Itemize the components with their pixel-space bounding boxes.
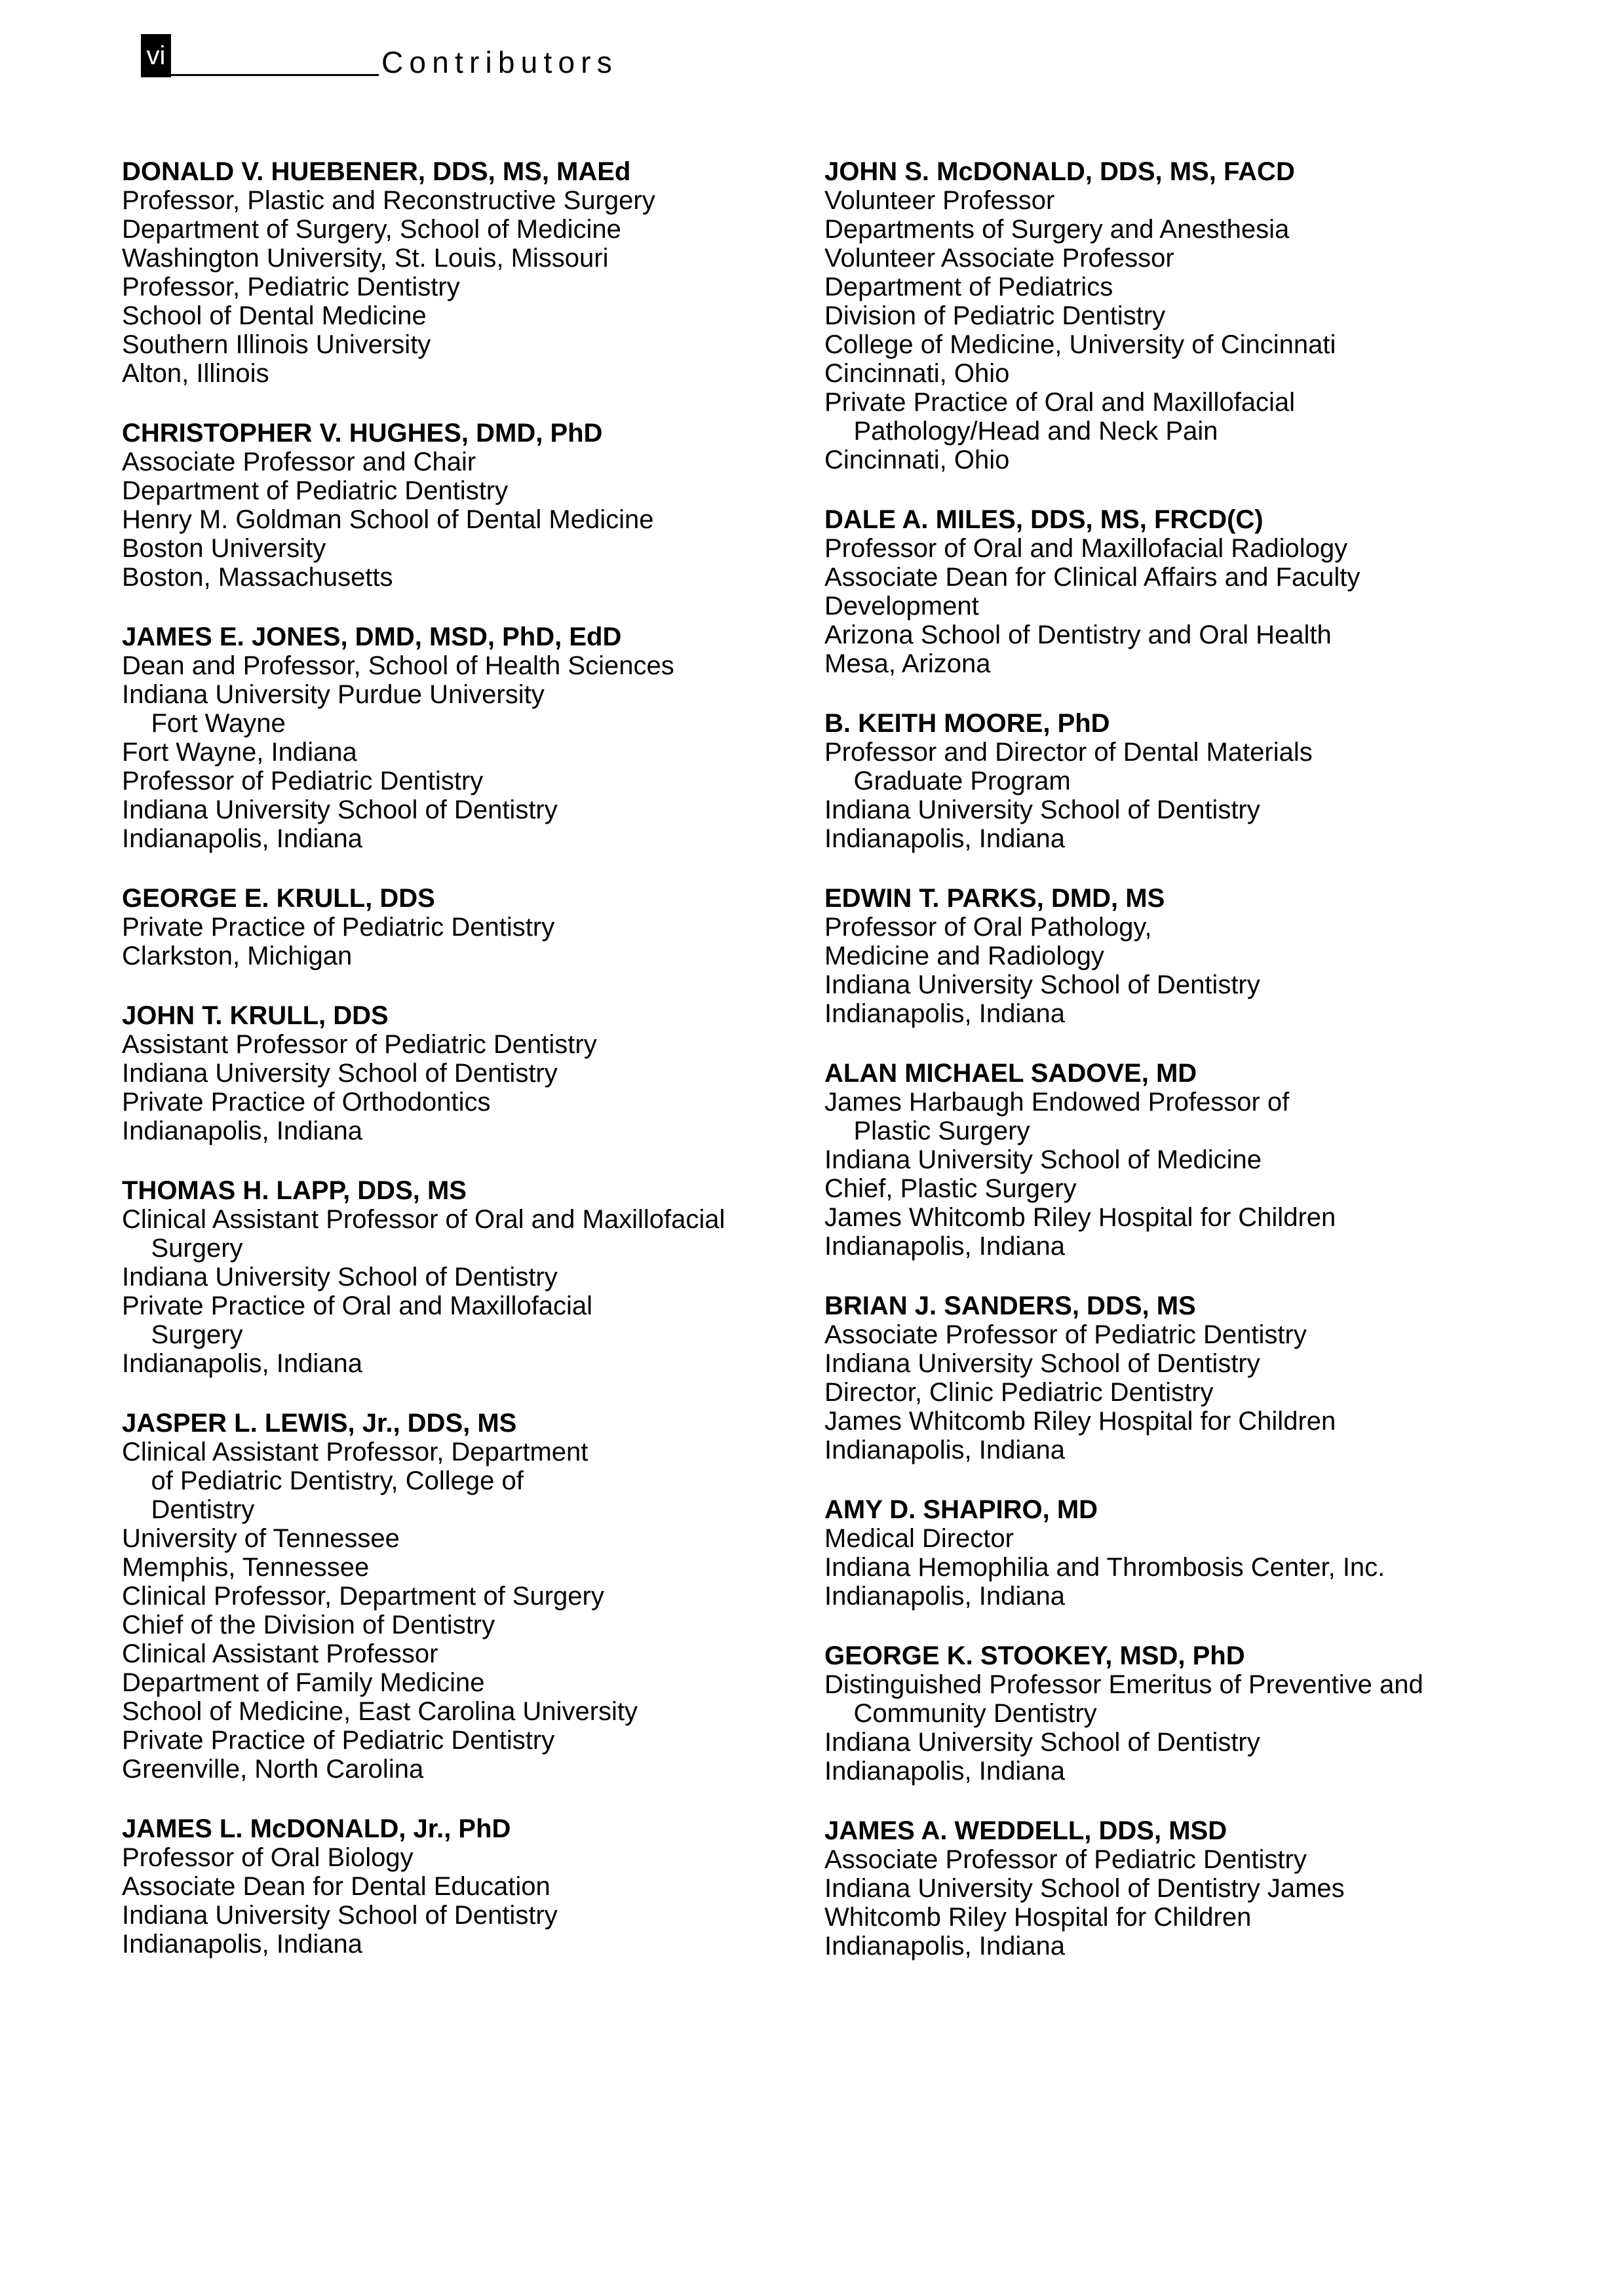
contributor-entry [122, 1001, 817, 1145]
contributor-name: JASPER L. LEWIS, Jr., DDS, MS [122, 1409, 517, 1438]
contributor-detail-line: Medicine and Radiology [824, 942, 1104, 970]
contributor-detail-line: Alton, Illinois [122, 359, 269, 388]
contributor-name: JOHN S. McDONALD, DDS, MS, FACD [824, 157, 1295, 186]
contributor-name: JAMES E. JONES, DMD, MSD, PhD, EdD [122, 622, 622, 651]
contributor-detail-line: Fort Wayne, Indiana [122, 738, 357, 767]
contributor-entry [122, 1409, 817, 1784]
contributor-detail-line: Indianapolis, Indiana [122, 1117, 362, 1145]
contributor-entry [824, 1641, 1565, 1786]
contributor-detail-line: Clarkston, Michigan [122, 942, 353, 970]
contributor-entry [824, 1495, 1565, 1611]
contributor-detail-line: School of Dental Medicine [122, 301, 427, 330]
contributor-entry [824, 1292, 1565, 1464]
contributor-detail-line: Professor and Director of Dental Materials [824, 738, 1313, 767]
contributors-column-right [824, 157, 1565, 1991]
contributor-detail-line: Indianapolis, Indiana [824, 1757, 1065, 1786]
contributor-detail-line: Private Practice of Orthodontics [122, 1088, 491, 1117]
contributor-name: GEORGE K. STOOKEY, MSD, PhD [824, 1641, 1245, 1670]
contributor-detail-line: Volunteer Associate Professor [824, 244, 1174, 273]
contributor-detail-line: Department of Family Medicine [122, 1668, 485, 1697]
contributor-detail-line: Associate Professor of Pediatric Dentistry [824, 1845, 1307, 1874]
contributor-detail-line: Professor of Pediatric Dentistry [122, 767, 484, 795]
contributor-detail-line: Indianapolis, Indiana [824, 1582, 1065, 1611]
contributor-name: DONALD V. HUEBENER, DDS, MS, MAEd [122, 157, 631, 186]
contributor-detail-line: Assistant Professor of Pediatric Dentistry [122, 1030, 597, 1059]
contributor-detail-line: Indiana University School of Dentistry [122, 1901, 558, 1930]
contributor-detail-line: Departments of Surgery and Anesthesia [824, 215, 1290, 244]
contributor-detail-line: Whitcomb Riley Hospital for Children [824, 1903, 1252, 1932]
contributor-entry [122, 419, 817, 592]
contributor-detail-line: Indianapolis, Indiana [824, 1932, 1065, 1961]
contributor-entry [824, 1816, 1565, 1961]
contributor-detail-line: Volunteer Professor [824, 186, 1055, 215]
contributor-entry [122, 1176, 817, 1378]
contributor-name: JOHN T. KRULL, DDS [122, 1001, 389, 1030]
contributor-entry [824, 709, 1565, 853]
contributor-detail-line: of Pediatric Dentistry, College of [122, 1466, 524, 1495]
contributor-detail-line: Mesa, Arizona [824, 649, 991, 678]
contributor-name: JAMES L. McDONALD, Jr., PhD [122, 1814, 511, 1843]
contributor-detail-line: Community Dentistry [824, 1699, 1097, 1728]
contributor-entry [122, 1814, 817, 1959]
contributor-detail-line: Surgery [122, 1234, 243, 1263]
contributor-detail-line: Medical Director [824, 1524, 1014, 1553]
contributor-detail-line: Clinical Professor, Department of Surgery [122, 1582, 604, 1611]
contributor-detail-line: Indianapolis, Indiana [824, 999, 1065, 1028]
header-rule [143, 74, 379, 76]
contributor-detail-line: Associate Dean for Clinical Affairs and Faculty [824, 563, 1361, 592]
contributor-name: DALE A. MILES, DDS, MS, FRCD(C) [824, 505, 1264, 534]
contributor-name: AMY D. SHAPIRO, MD [824, 1495, 1098, 1524]
contributor-detail-line: Department of Surgery, School of Medicine [122, 215, 621, 244]
contributor-detail-line: Professor of Oral and Maxillofacial Radiology [824, 534, 1348, 563]
contributor-detail-line: Director, Clinic Pediatric Dentistry [824, 1378, 1214, 1407]
contributor-entry [122, 884, 817, 970]
contributor-detail-line: James Harbaugh Endowed Professor of [824, 1088, 1290, 1117]
contributor-detail-line: Clinical Assistant Professor of Oral and Maxillofacial [122, 1205, 725, 1234]
contributor-detail-line: Indiana University School of Dentistry [122, 795, 558, 824]
contributor-name: GEORGE E. KRULL, DDS [122, 884, 435, 913]
contributor-detail-line: Indiana University School of Dentistry [824, 1728, 1260, 1757]
contributor-detail-line: Dentistry [122, 1495, 255, 1524]
contributors-column-left [122, 157, 817, 1989]
contributor-detail-line: Associate Professor and Chair [122, 448, 476, 476]
contributor-detail-line: University of Tennessee [122, 1524, 400, 1553]
contributor-detail-line: Fort Wayne [122, 709, 286, 738]
contributor-detail-line: Indiana University School of Dentistry [824, 1349, 1260, 1378]
contributor-detail-line: Indianapolis, Indiana [824, 1436, 1065, 1464]
contributor-entry [122, 622, 817, 853]
contributor-detail-line: Clinical Assistant Professor, Department [122, 1438, 589, 1466]
contributor-detail-line: School of Medicine, East Carolina University [122, 1697, 638, 1726]
contributor-detail-line: Greenville, North Carolina [122, 1755, 424, 1784]
contributor-detail-line: Indiana University School of Dentistry James [824, 1874, 1345, 1903]
contributor-detail-line: Indiana University School of Dentistry [824, 970, 1260, 999]
contributor-detail-line: Indiana University Purdue University [122, 680, 545, 709]
page-number-badge: vi [141, 34, 171, 77]
contributor-detail-line: Indiana University School of Medicine [824, 1145, 1262, 1174]
contributor-detail-line: Boston, Massachusetts [122, 563, 393, 592]
contributor-entry [824, 157, 1565, 474]
contributor-detail-line: Indiana University School of Dentistry [122, 1263, 558, 1292]
contributor-detail-line: Indiana Hemophilia and Thrombosis Center, Inc. [824, 1553, 1385, 1582]
contributor-name: CHRISTOPHER V. HUGHES, DMD, PhD [122, 419, 603, 448]
contributor-detail-line: James Whitcomb Riley Hospital for Children [824, 1407, 1336, 1436]
contributor-detail-line: Chief of the Division of Dentistry [122, 1611, 495, 1639]
contributor-detail-line: Indianapolis, Indiana [824, 824, 1065, 853]
contributor-name: B. KEITH MOORE, PhD [824, 709, 1110, 738]
contributor-name: ALAN MICHAEL SADOVE, MD [824, 1059, 1197, 1088]
contributor-detail-line: Professor of Oral Biology [122, 1843, 414, 1872]
contributor-detail-line: Indianapolis, Indiana [122, 824, 362, 853]
contributor-detail-line: Associate Dean for Dental Education [122, 1872, 550, 1901]
contributor-detail-line: Cincinnati, Ohio [824, 446, 1010, 474]
contributor-detail-line: Development [824, 592, 979, 621]
contributor-name: THOMAS H. LAPP, DDS, MS [122, 1176, 467, 1205]
contributor-detail-line: Plastic Surgery [824, 1117, 1030, 1145]
contributor-detail-line: Memphis, Tennessee [122, 1553, 370, 1582]
contributor-entry [824, 1059, 1565, 1261]
contributor-detail-line: Clinical Assistant Professor [122, 1639, 438, 1668]
contributor-detail-line: Department of Pediatrics [824, 273, 1113, 301]
page-title: Contributors [381, 45, 618, 79]
contributor-detail-line: Dean and Professor, School of Health Sciences [122, 651, 674, 680]
contributor-detail-line: Surgery [122, 1320, 243, 1349]
contributor-entry [122, 157, 817, 388]
contributor-detail-line: Indiana University School of Dentistry [824, 795, 1260, 824]
contributor-detail-line: Private Practice of Pediatric Dentistry [122, 1726, 555, 1755]
contributor-detail-line: Cincinnati, Ohio [824, 359, 1010, 388]
contributor-detail-line: Indiana University School of Dentistry [122, 1059, 558, 1088]
contributor-name: BRIAN J. SANDERS, DDS, MS [824, 1292, 1196, 1320]
contributor-detail-line: Private Practice of Oral and Maxillofacial [122, 1292, 593, 1320]
contributor-detail-line: Henry M. Goldman School of Dental Medicine [122, 505, 654, 534]
contributor-name: JAMES A. WEDDELL, DDS, MSD [824, 1816, 1227, 1845]
contributor-detail-line: Professor of Oral Pathology, [824, 913, 1152, 942]
contributor-detail-line: Pathology/Head and Neck Pain [824, 417, 1218, 446]
contributor-detail-line: Associate Professor of Pediatric Dentistry [824, 1320, 1307, 1349]
contributor-detail-line: Professor, Plastic and Reconstructive Surgery [122, 186, 655, 215]
contributor-detail-line: Southern Illinois University [122, 330, 431, 359]
contributor-detail-line: Chief, Plastic Surgery [824, 1174, 1077, 1203]
contributor-detail-line: Arizona School of Dentistry and Oral Health [824, 621, 1332, 649]
contributor-entry [824, 505, 1565, 678]
contributor-detail-line: Private Practice of Pediatric Dentistry [122, 913, 555, 942]
contributor-detail-line: Private Practice of Oral and Maxillofacial [824, 388, 1296, 417]
contributor-detail-line: Indianapolis, Indiana [122, 1349, 362, 1378]
contributor-detail-line: James Whitcomb Riley Hospital for Children [824, 1203, 1336, 1232]
contributor-detail-line: Indianapolis, Indiana [824, 1232, 1065, 1261]
contributor-detail-line: College of Medicine, University of Cincinnati [824, 330, 1336, 359]
contributor-detail-line: Distinguished Professor Emeritus of Preventive and [824, 1670, 1423, 1699]
contributor-detail-line: Department of Pediatric Dentistry [122, 476, 509, 505]
contributor-detail-line: Indianapolis, Indiana [122, 1930, 362, 1959]
contributor-detail-line: Boston University [122, 534, 326, 563]
contributor-detail-line: Washington University, St. Louis, Missouri [122, 244, 609, 273]
contributor-entry [824, 884, 1565, 1028]
contributor-detail-line: Division of Pediatric Dentistry [824, 301, 1166, 330]
contributor-detail-line: Graduate Program [824, 767, 1071, 795]
contributor-name: EDWIN T. PARKS, DMD, MS [824, 884, 1165, 913]
contributor-detail-line: Professor, Pediatric Dentistry [122, 273, 460, 301]
